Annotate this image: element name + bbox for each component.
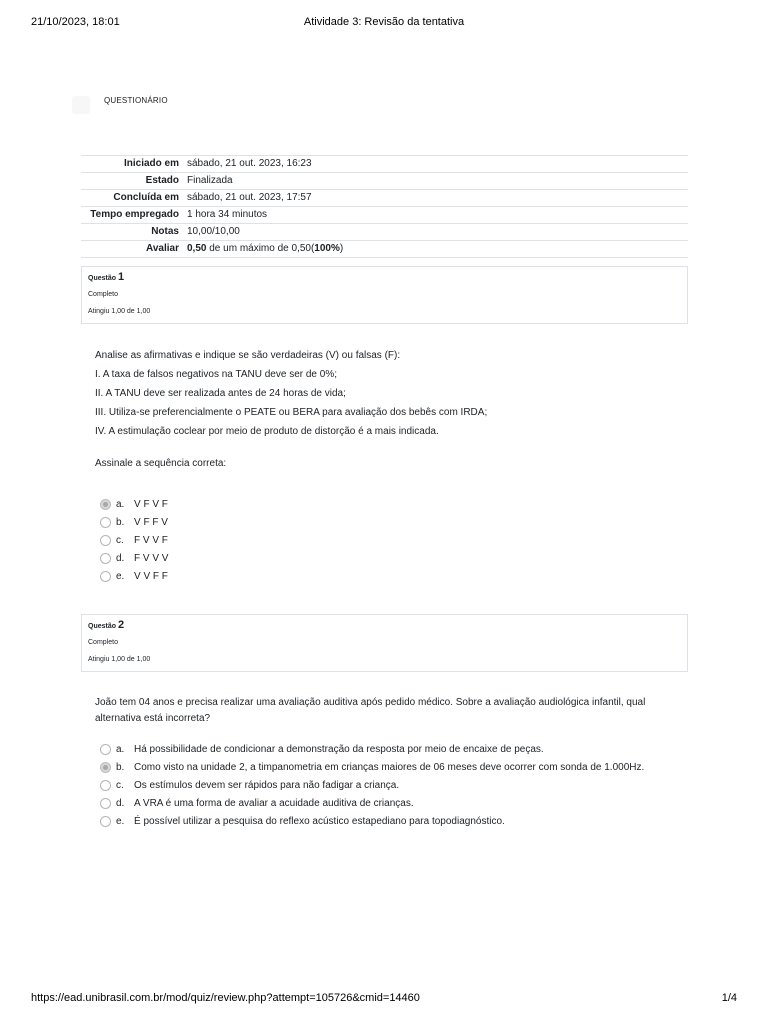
- radio-icon[interactable]: [100, 780, 111, 791]
- radio-icon[interactable]: [100, 798, 111, 809]
- answer-text: F V V V: [134, 553, 169, 564]
- print-datetime: 21/10/2023, 18:01: [31, 16, 120, 28]
- grade-percent: 100%: [314, 243, 340, 254]
- question-2-info: [81, 614, 688, 672]
- summary-label: Estado: [81, 173, 185, 190]
- answer-letter: c.: [116, 535, 124, 546]
- question-2-text: [95, 695, 680, 730]
- question-text-line: IV. A estimulação coclear por meio de produto de distorção é a mais indicada.: [95, 426, 439, 437]
- question-1-text: [95, 348, 680, 475]
- radio-icon[interactable]: [100, 535, 111, 546]
- activity-type-label: QUESTIONÁRIO: [104, 96, 168, 105]
- attempt-summary-table: [81, 155, 688, 258]
- answer-letter: e.: [116, 571, 125, 582]
- summary-label: Tempo empregado: [81, 207, 185, 224]
- print-page-number: 1/4: [721, 992, 737, 1004]
- radio-icon[interactable]: [100, 517, 111, 528]
- question-grade: Atingiu 1,00 de 1,00: [88, 308, 151, 315]
- question-number: Questão 1: [88, 271, 125, 283]
- question-text-line: II. A TANU deve ser realizada antes de 24 horas de vida;: [95, 388, 346, 399]
- answer-letter: b.: [116, 517, 125, 528]
- question-text-line: I. A taxa de falsos negativos na TANU deve ser de 0%;: [95, 369, 337, 380]
- answer-text: É possível utilizar a pesquisa do reflexo acústico estapediano para topodiagnóstico.: [134, 816, 505, 827]
- question-text-line: III. Utiliza-se preferencialmente o PEATE ou BERA para avaliação dos bebês com IRDA;: [95, 407, 488, 418]
- grade-end: ): [339, 243, 344, 254]
- question-number-value: 1: [117, 271, 125, 283]
- summary-row-grade: [81, 241, 688, 258]
- quiz-icon: [72, 96, 90, 114]
- answer-text: V F V F: [134, 499, 168, 510]
- answer-letter: d.: [116, 553, 125, 564]
- radio-icon[interactable]: [100, 744, 111, 755]
- answer-text: Como visto na unidade 2, a timpanometria em crianças maiores de 06 meses deve ocorrer com sonda de 1.000Hz.: [134, 762, 645, 773]
- summary-row: [81, 156, 688, 173]
- summary-label: Iniciado em: [81, 156, 185, 173]
- radio-icon[interactable]: [100, 553, 111, 564]
- question-prompt: Assinale a sequência correta:: [95, 458, 227, 469]
- answer-text: F V V F: [134, 535, 168, 546]
- question-number: Questão 2: [88, 619, 125, 631]
- answer-letter: b.: [116, 762, 125, 773]
- grade-score: 0,50: [187, 243, 207, 254]
- summary-row: [81, 190, 688, 207]
- summary-value: 10,00/10,00: [185, 224, 688, 241]
- summary-value: Finalizada: [185, 173, 688, 190]
- question-number-value: 2: [117, 619, 125, 631]
- question-text-line: João tem 04 anos e precisa realizar uma avaliação auditiva após pedido médico. Sobre a avaliação audiológica infantil, qual alternativa está incorreta?: [95, 697, 646, 724]
- radio-icon[interactable]: [100, 571, 111, 582]
- answer-text: A VRA é uma forma de avaliar a acuidade auditiva de crianças.: [134, 798, 414, 809]
- radio-icon[interactable]: [100, 816, 111, 827]
- summary-row: [81, 207, 688, 224]
- print-header: [31, 16, 737, 30]
- radio-selected-icon[interactable]: [100, 762, 111, 773]
- radio-selected-icon[interactable]: [100, 499, 111, 510]
- question-1-info: [81, 266, 688, 324]
- summary-label: Avaliar: [81, 241, 185, 258]
- question-state: Completo: [88, 639, 118, 646]
- print-footer: [31, 992, 737, 1006]
- answer-text: V V F F: [134, 571, 168, 582]
- summary-value: sábado, 21 out. 2023, 16:23: [185, 156, 688, 173]
- answer-letter: d.: [116, 798, 125, 809]
- answer-letter: e.: [116, 816, 125, 827]
- summary-row: [81, 224, 688, 241]
- answer-letter: c.: [116, 780, 124, 791]
- question-state: Completo: [88, 291, 118, 298]
- question-grade: Atingiu 1,00 de 1,00: [88, 656, 151, 663]
- print-url: https://ead.unibrasil.com.br/mod/quiz/review.php?attempt=105726&cmid=14460: [31, 992, 420, 1004]
- summary-row: [81, 173, 688, 190]
- summary-label: Concluída em: [81, 190, 185, 207]
- print-title: Atividade 3: Revisão da tentativa: [303, 16, 465, 28]
- answer-text: Os estímulos devem ser rápidos para não fadigar a criança.: [134, 780, 400, 791]
- question-text-line: Analise as afirmativas e indique se são verdadeiras (V) ou falsas (F):: [95, 350, 401, 361]
- answer-letter: a.: [116, 744, 125, 755]
- summary-label: Notas: [81, 224, 185, 241]
- answer-text: Há possibilidade de condicionar a demonstração da resposta por meio de encaixe de peças.: [134, 744, 544, 755]
- grade-middle: de um máximo de 0,50(: [206, 243, 315, 254]
- summary-value: 1 hora 34 minutos: [185, 207, 688, 224]
- summary-grade-value: [185, 241, 688, 258]
- summary-value: sábado, 21 out. 2023, 17:57: [185, 190, 688, 207]
- answer-text: V F F V: [134, 517, 168, 528]
- answer-letter: a.: [116, 499, 125, 510]
